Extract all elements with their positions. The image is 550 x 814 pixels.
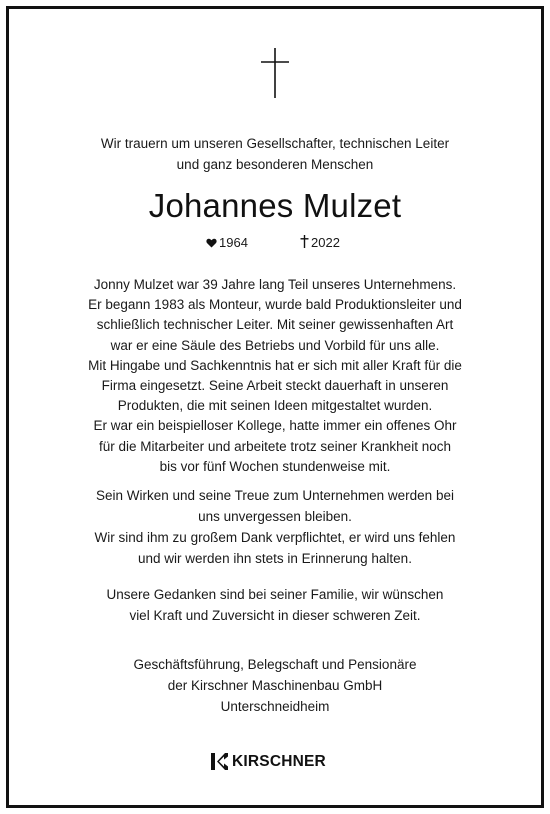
birth-year: 1964	[219, 235, 248, 250]
heart-icon	[206, 238, 217, 248]
signature-block	[0, 654, 550, 717]
text-line: Firma eingesetzt. Seine Arbeit steckt dauerhaft in unseren	[101, 378, 449, 394]
death-date	[300, 234, 340, 252]
text-line: Unsere Gedanken sind bei seiner Familie, wir wünschen	[106, 587, 444, 602]
paragraph-career	[0, 275, 550, 477]
text-line: war er eine Säule des Betriebs und Vorbild für uns alle.	[110, 337, 440, 353]
birth-date	[206, 234, 248, 252]
signature-line: Geschäftsführung, Belegschaft und Pensionäre	[133, 657, 417, 672]
text-line: bis vor fünf Wochen stundenweise mit.	[159, 458, 391, 474]
text-line: Produkten, die mit seinen Ideen mitgestaltet wurden.	[117, 398, 433, 414]
text-line: für die Mitarbeiter und arbeitete trotz seiner Krankheit noch	[99, 438, 451, 454]
text-line: Sein Wirken und seine Treue zum Unternehmen werden bei	[96, 488, 454, 503]
text-line: Er begann 1983 als Monteur, wurde bald Produktionsleiter und	[88, 297, 462, 313]
text-line: Mit Hingabe und Sachkenntnis hat er sich mit aller Kraft für die	[88, 357, 462, 373]
text-line: schließlich technischer Leiter. Mit seiner gewissenhaften Art	[96, 317, 454, 333]
cross-icon	[260, 48, 290, 98]
text-line: viel Kraft und Zuversicht in dieser schweren Zeit.	[129, 608, 421, 623]
intro-line: Wir trauern um unseren Gesellschafter, technischen Leiter	[100, 136, 450, 151]
signature-line: der Kirschner Maschinenbau GmbH	[167, 678, 383, 693]
kirschner-logo	[211, 752, 341, 772]
signature-line: Unterschneidheim	[220, 699, 330, 714]
text-line: und wir werden ihn stets in Erinnerung halten.	[138, 551, 412, 566]
death-year: 2022	[311, 235, 340, 250]
paragraph-gratitude	[0, 485, 550, 569]
text-line: Jonny Mulzet war 39 Jahre lang Teil unseres Unternehmens.	[93, 277, 457, 292]
paragraph-condolence	[0, 584, 550, 626]
intro-text	[0, 133, 550, 175]
logo-wordmark: KIRSCHNER	[232, 753, 326, 770]
intro-line: und ganz besonderen Menschen	[176, 157, 374, 172]
life-dates	[0, 234, 550, 252]
text-line: Wir sind ihm zu großem Dank verpflichtet, er wird uns fehlen	[94, 530, 456, 545]
text-line: Er war ein beispielloser Kollege, hatte immer ein offenes Ohr	[93, 418, 457, 434]
kirschner-k-logo-icon	[211, 753, 228, 770]
deceased-name: Johannes Mulzet	[148, 187, 402, 224]
text-line: uns unvergessen bleiben.	[198, 509, 352, 524]
cross-icon	[300, 235, 309, 248]
